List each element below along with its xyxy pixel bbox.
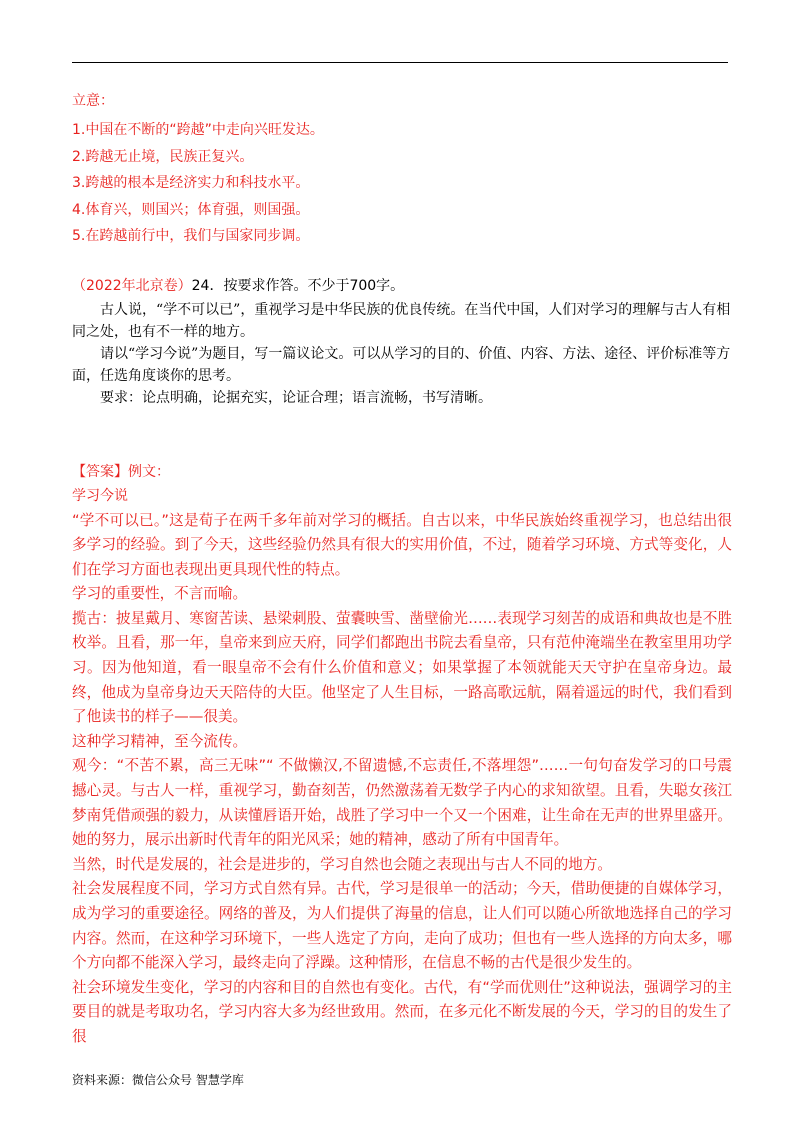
- essay-paragraph: 观今：“不苦不累，高三无味”“ 不做懒汉,不留遗憾,不忘责任,不落埋怨”……一句句奋发学习的口号震撼心灵。与古人一样，重视学习，勤奋刻苦，仍然激荡着无数学子内心的求知欲望。且看，失聪女孩江梦南凭借顽强的毅力，从读懂唇语开始，战胜了学习中一个又一个困难，让生命在无声的世界里盛开。她的努力，展示出新时代青年的阳光风采；她的精神，感动了所有中国青年。: [72, 757, 732, 849]
- essay-title: 学习今说: [72, 487, 128, 504]
- essay-paragraph: 当然，时代是发展的，社会是进步的，学习自然也会随之表现出与古人不同的地方。: [72, 855, 612, 873]
- footer-source: 资料来源：微信公众号 智慧学库: [72, 1073, 244, 1087]
- intent-list: [72, 117, 732, 250]
- answer-heading: 【答案】例文：: [72, 463, 170, 480]
- essay-paragraph: 揽古：披星戴月、寒窗苦读、悬梁刺股、萤囊映雪、凿壁偷光……表现学习刻苦的成语和典故也是不胜枚举。且看，那一年，皇帝来到应天府，同学们都跑出书院去看皇帝，只有范仲淹端坐在教室里用功学习。因为他知道，看一眼皇帝不会有什么价值和意义；如果掌握了本领就能天天守护在皇帝身边。最终，他成为皇帝身边天天陪侍的大臣。他坚定了人生目标，一路高歌远航，隔着遥远的时代，我们看到了他读书的样子——很美。: [72, 609, 732, 726]
- document-body: [72, 88, 732, 1050]
- essay-paragraph: 社会发展程度不同，学习方式自然有异。古代，学习是很单一的活动；今天，借助便捷的自媒体学习，成为学习的重要途径。网络的普及，为人们提供了海量的信息，让人们可以随心所欲地选择自己的学习内容。然而，在这种学习环境下，一些人选定了方向，走向了成功；但也有一些人选择的方向太多，哪个方向都不能深入学习，最终走向了浮躁。这种情形，在信息不畅的古代是很少发生的。: [72, 880, 732, 972]
- essay-paragraph: 社会环境发生变化，学习的内容和目的自然也有变化。古代，有“学而优则仕”这种说法，强调学习的主要目的就是考取功名，学习内容大多为经世致用。然而，在多元化不断发展的今天，学习的目的发生了很: [72, 978, 732, 1045]
- question-header: [72, 275, 732, 297]
- intent-point: 2.跨越无止境，民族正复兴。: [72, 148, 254, 165]
- intent-point: 4.体育兴，则国兴；体育强，则国强。: [72, 201, 310, 218]
- essay-paragraph: “学不可以已。”这是荀子在两千多年前对学习的概括。自古以来，中华民族始终重视学习，也总结出很多学习的经验。到了今天，这些经验仍然具有很大的实用价值，不过，随着学习环境、方式等变化，人们在学习方面也表现出更具现代性的特点。: [72, 511, 732, 578]
- intent-point: 3.跨越的根本是经济实力和科技水平。: [72, 175, 310, 191]
- question-prompt: 24．按要求作答。不少于700字。: [191, 277, 405, 294]
- question-paragraph: 请以“学习今说”为题目，写一篇议论文。可以从学习的目的、价值、内容、方法、途径、评价标准等方面，任选角度谈你的思考。: [72, 345, 731, 384]
- header-rule: [72, 62, 728, 63]
- intent-heading: 立意：: [72, 93, 114, 109]
- intent-point: 5.在跨越前行中，我们与国家同步调。: [72, 228, 310, 244]
- question-source: （2022年北京卷）: [72, 277, 192, 294]
- intent-point: 1.中国在不断的“跨越”中走向兴旺发达。: [72, 122, 324, 138]
- question-paragraph: 要求：论点明确，论据充实，论证合理；语言流畅，书写清晰。: [100, 389, 492, 406]
- essay-paragraph: 学习的重要性，不言而喻。: [72, 585, 248, 603]
- exam-question: [72, 275, 732, 409]
- essay-paragraph: 这种学习精神，至今流传。: [72, 732, 248, 750]
- answer-section: [72, 461, 732, 1050]
- question-paragraph: 古人说，“学不可以已”，重视学习是中华民族的优良传统。在当代中国，人们对学习的理解与古人有相同之处，也有不一样的地方。: [72, 301, 731, 340]
